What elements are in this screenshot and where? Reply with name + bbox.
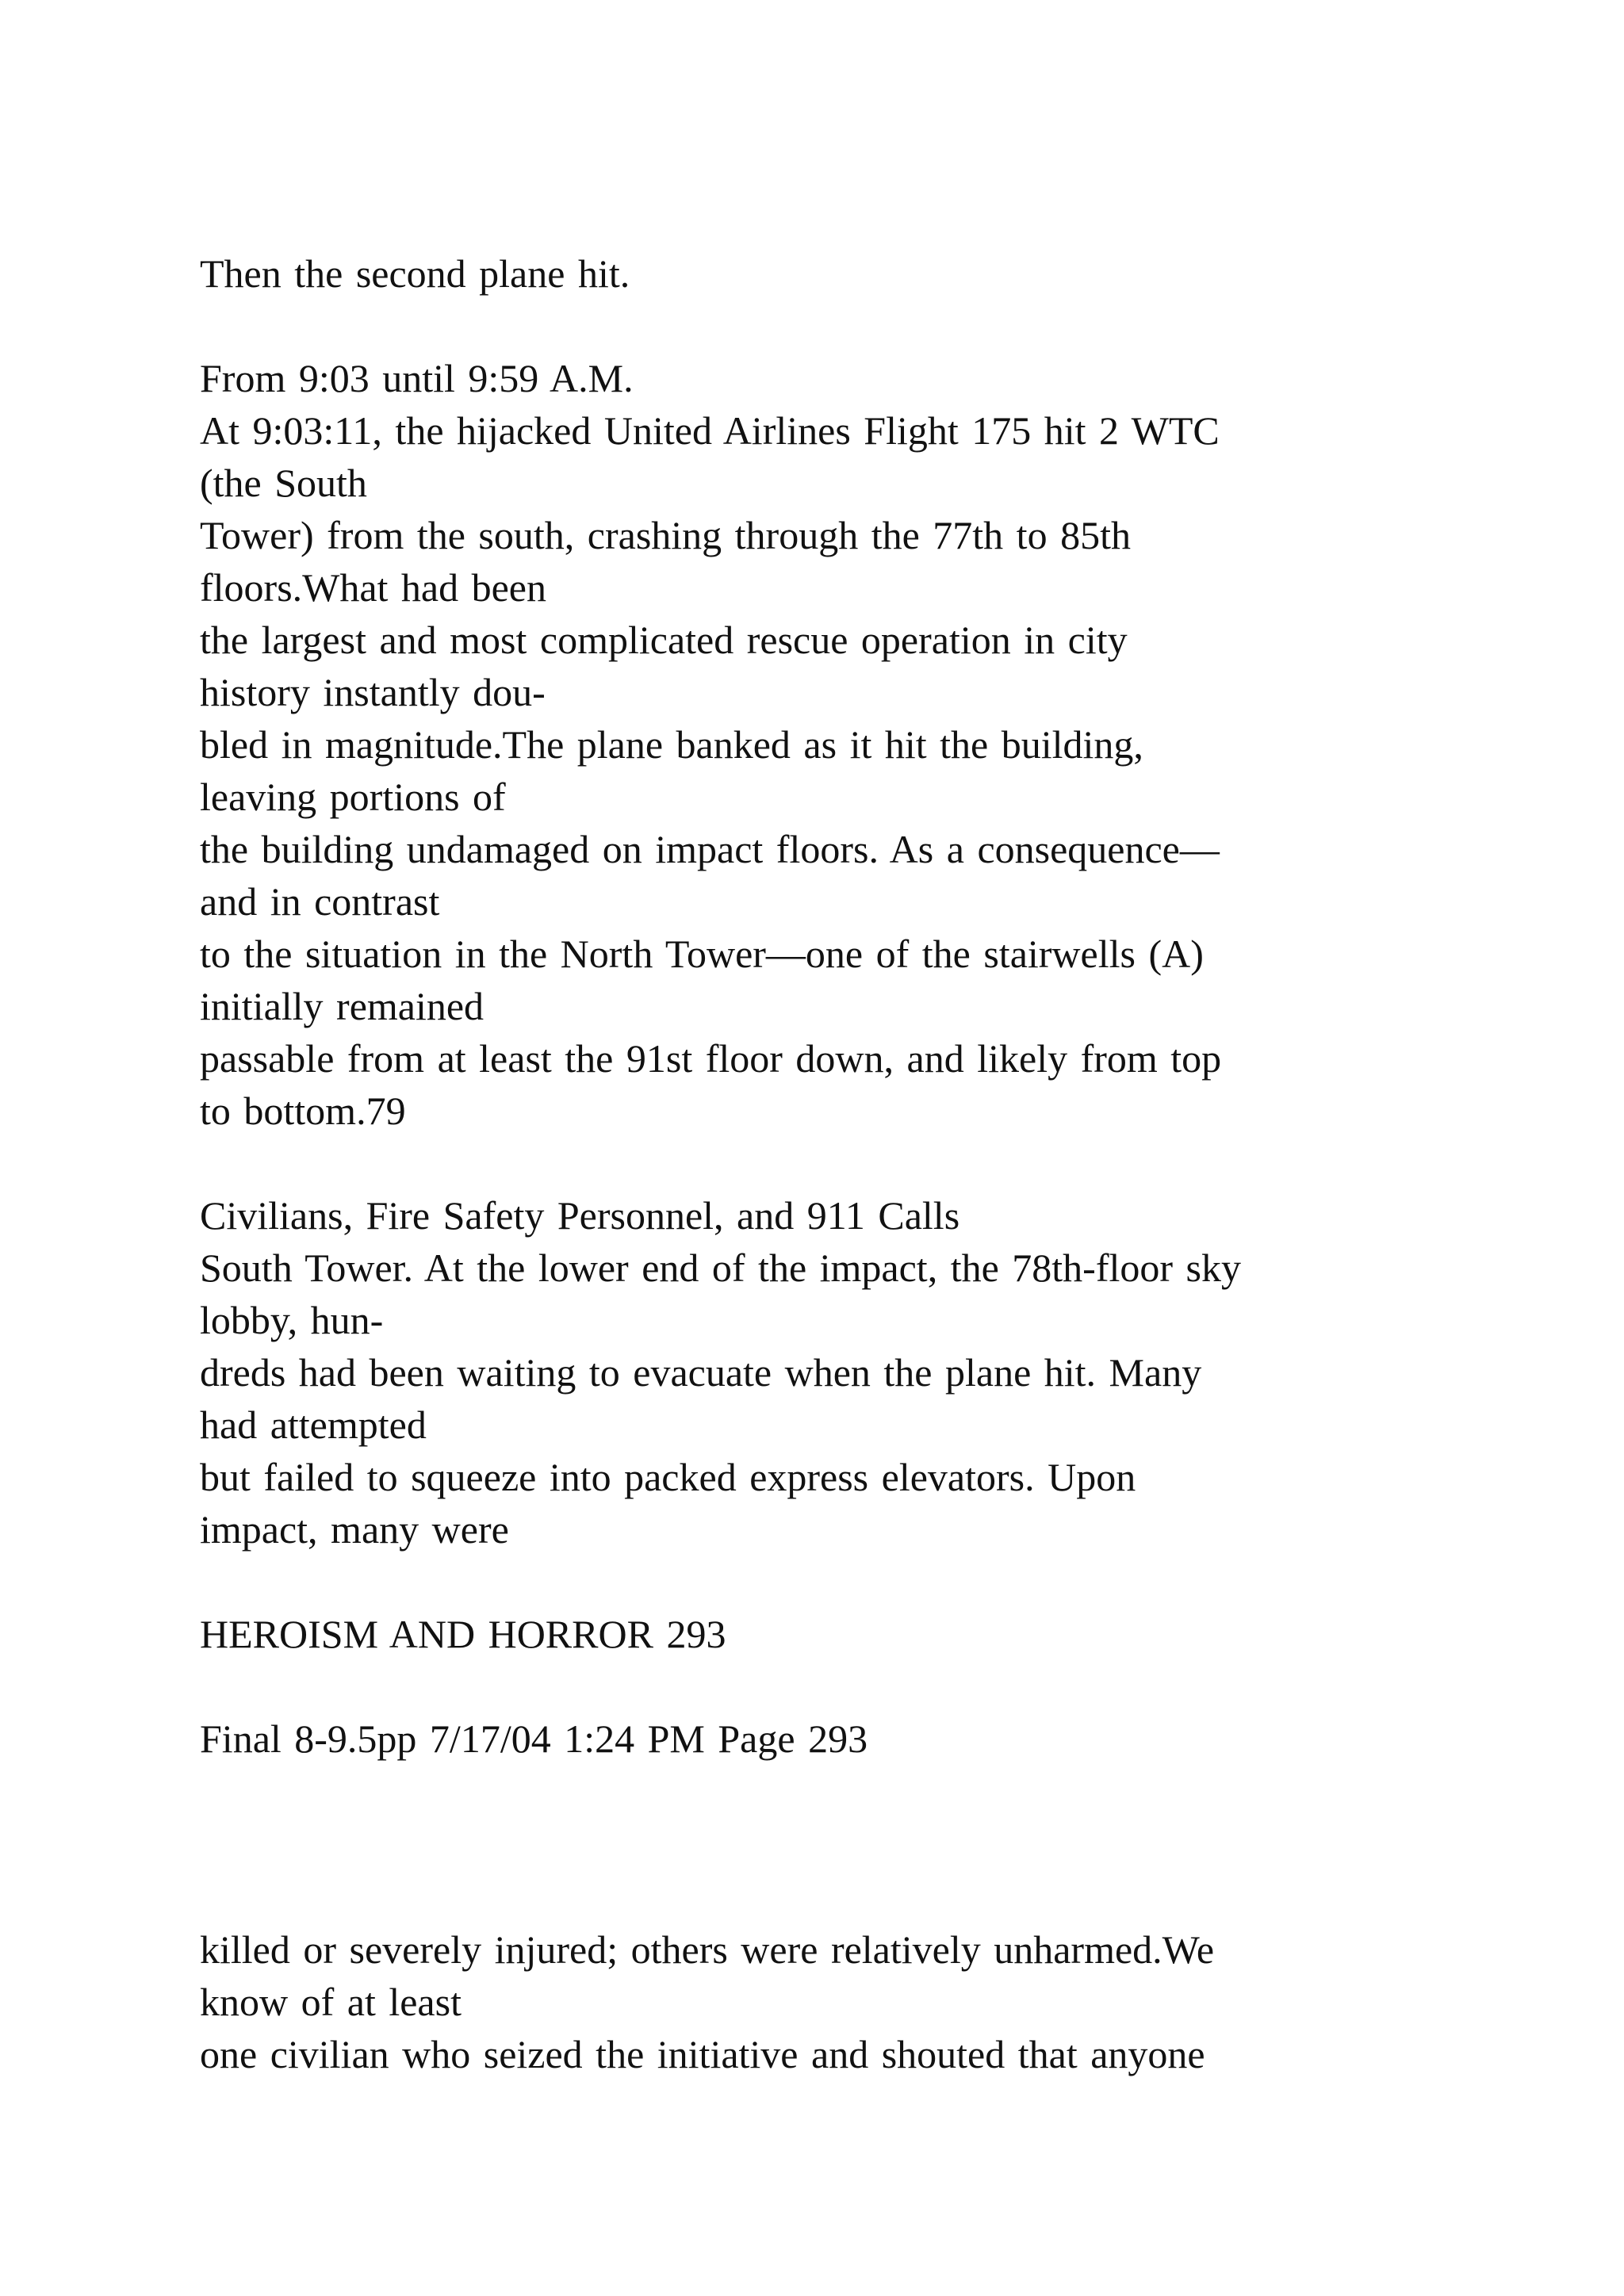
text-line: the building undamaged on impact floors. As a consequence— [200,827,1220,871]
paragraph-spacer [200,1137,1595,1189]
text-line: the largest and most complicated rescue operation in city [200,618,1128,662]
paragraph-section-civilians [200,1189,1595,1556]
page-body [200,247,1595,2080]
paragraph-spacer [200,1556,1595,1608]
text-line: had attempted [200,1402,427,1447]
paragraph-spacer [200,300,1595,352]
text-line: impact, many were [200,1507,509,1552]
text-line: lobby, hun- [200,1298,384,1342]
text-line: to bottom.79 [200,1089,406,1133]
text-line: killed or severely injured; others were relatively unharmed.We [200,1927,1215,1972]
text-line: bled in magnitude.The plane banked as it hit the building, [200,722,1143,767]
text-line: Then the second plane hit. [200,251,630,296]
text-line: history instantly dou- [200,670,546,714]
text-line: floors.What had been [200,565,547,610]
section-heading: From 9:03 until 9:59 A.M. [200,356,634,400]
text-line: to the situation in the North Tower—one of the stairwells (A) [200,932,1204,976]
text-line: and in contrast [200,879,440,924]
text-line: one civilian who seized the initiative and shouted that anyone [200,2032,1205,2076]
paragraph-section-timeline [200,352,1595,1137]
text-line: initially remained [200,984,485,1028]
text-line: leaving portions of [200,775,506,819]
text-line: Tower) from the south, crashing through the 77th to 85th [200,513,1131,557]
running-footer: HEROISM AND HORROR 293 [200,1612,726,1656]
text-line: know of at least [200,1980,462,2024]
print-slug: Final 8-9.5pp 7/17/04 1:24 PM Page 293 [200,1716,868,1761]
text-line: South Tower. At the lower end of the impact, the 78th-floor sky [200,1246,1241,1290]
text-line: dreds had been waiting to evacuate when the plane hit. Many [200,1350,1202,1395]
text-line: (the South [200,461,367,505]
text-line: At 9:03:11, the hijacked United Airlines Flight 175 hit 2 WTC [200,408,1220,453]
text-line: passable from at least the 91st floor down, and likely from top [200,1036,1222,1081]
text-line: but failed to squeeze into packed express elevators. Upon [200,1455,1136,1499]
paragraph-opening [200,247,1595,300]
paragraph-spacer [200,1660,1595,1712]
page-break-spacer [200,1765,1595,1923]
section-heading: Civilians, Fire Safety Personnel, and 911 Calls [200,1193,960,1238]
paragraph-continuation [200,1923,1595,2080]
